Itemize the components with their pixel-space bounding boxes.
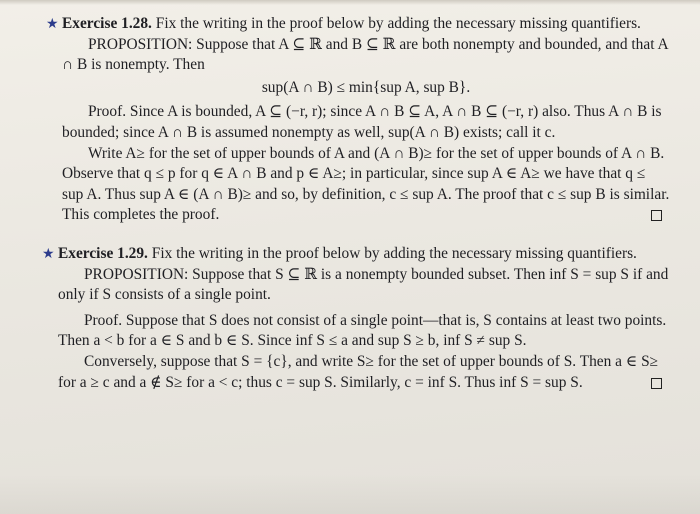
proposition-text: PROPOSITION: Suppose that A ⊆ ℝ and B ⊆ ℝ are both nonempty and bounded, and that A ∩ B is nonempty. Then bbox=[62, 35, 668, 74]
proof-paragraph-2 bbox=[62, 144, 670, 226]
exercise-1-29 bbox=[42, 244, 670, 393]
star-icon: ★ bbox=[42, 245, 55, 262]
proof-paragraph-1: Proof. Suppose that S does not consist of a single point—that is, S contains at least two points. Then a < b for a ∈ S and b ∈ S. Since inf S ≤ a and sup S ≥ b, inf S ≠ sup S. bbox=[58, 311, 667, 350]
proof-paragraph-2 bbox=[58, 352, 670, 393]
qed-box-icon bbox=[651, 210, 662, 221]
page-top-edge bbox=[0, 0, 700, 5]
exercise-1-28 bbox=[46, 14, 670, 226]
page-shadow bbox=[0, 474, 700, 514]
proof-paragraph-2-text: Conversely, suppose that S = {c}, and write S≥ for the set of upper bounds of S. Then a ∈ S≥ for a ≥ c and a ∉ S≥ for a < c; thus c = sup S. Similarly, c = inf S. Thus inf S = sup S. bbox=[58, 352, 659, 391]
proof-paragraph-2-text: Write A≥ for the set of upper bounds of A and (A ∩ B)≥ for the set of upper bounds of A ∩ B. Observe that q ≤ p for q ∈ A ∩ B and p ∈ A≥; in particular, since sup A ∈ A≥ we have that q ≤ sup A. Thus sup A ∈ (A ∩ B)≥ and so, by definition, c ≤ sup A. The proof that c ≤ sup B is similar. This completes the proof. bbox=[62, 144, 670, 224]
qed-box-icon bbox=[651, 378, 662, 389]
exercise-number: Exercise 1.28. bbox=[62, 15, 152, 32]
exercise-1-28-heading bbox=[46, 14, 670, 35]
exercise-instruction: Fix the writing in the proof below by adding the necessary missing quantifiers. bbox=[155, 15, 641, 32]
exercise-1-29-heading bbox=[42, 244, 670, 265]
exercise-instruction: Fix the writing in the proof below by adding the necessary missing quantifiers. bbox=[151, 244, 637, 262]
display-formula: sup(A ∩ B) ≤ min{sup A, sup B}. bbox=[261, 78, 471, 96]
exercise-number: Exercise 1.29. bbox=[58, 244, 148, 262]
proposition-text: PROPOSITION: Suppose that S ⊆ ℝ is a nonempty bounded subset. Then inf S = sup S if and only if S consists of a single point. bbox=[58, 265, 669, 304]
star-icon: ★ bbox=[46, 16, 59, 32]
proof-paragraph-1: Proof. Since A is bounded, A ⊆ (−r, r); since A ∩ B ⊆ A, A ∩ B ⊆ (−r, r) also. Thus A ∩ B is bounded; since A ∩ B is assumed nonempty as well, sup(A ∩ B) exists; call it c. bbox=[62, 103, 662, 141]
